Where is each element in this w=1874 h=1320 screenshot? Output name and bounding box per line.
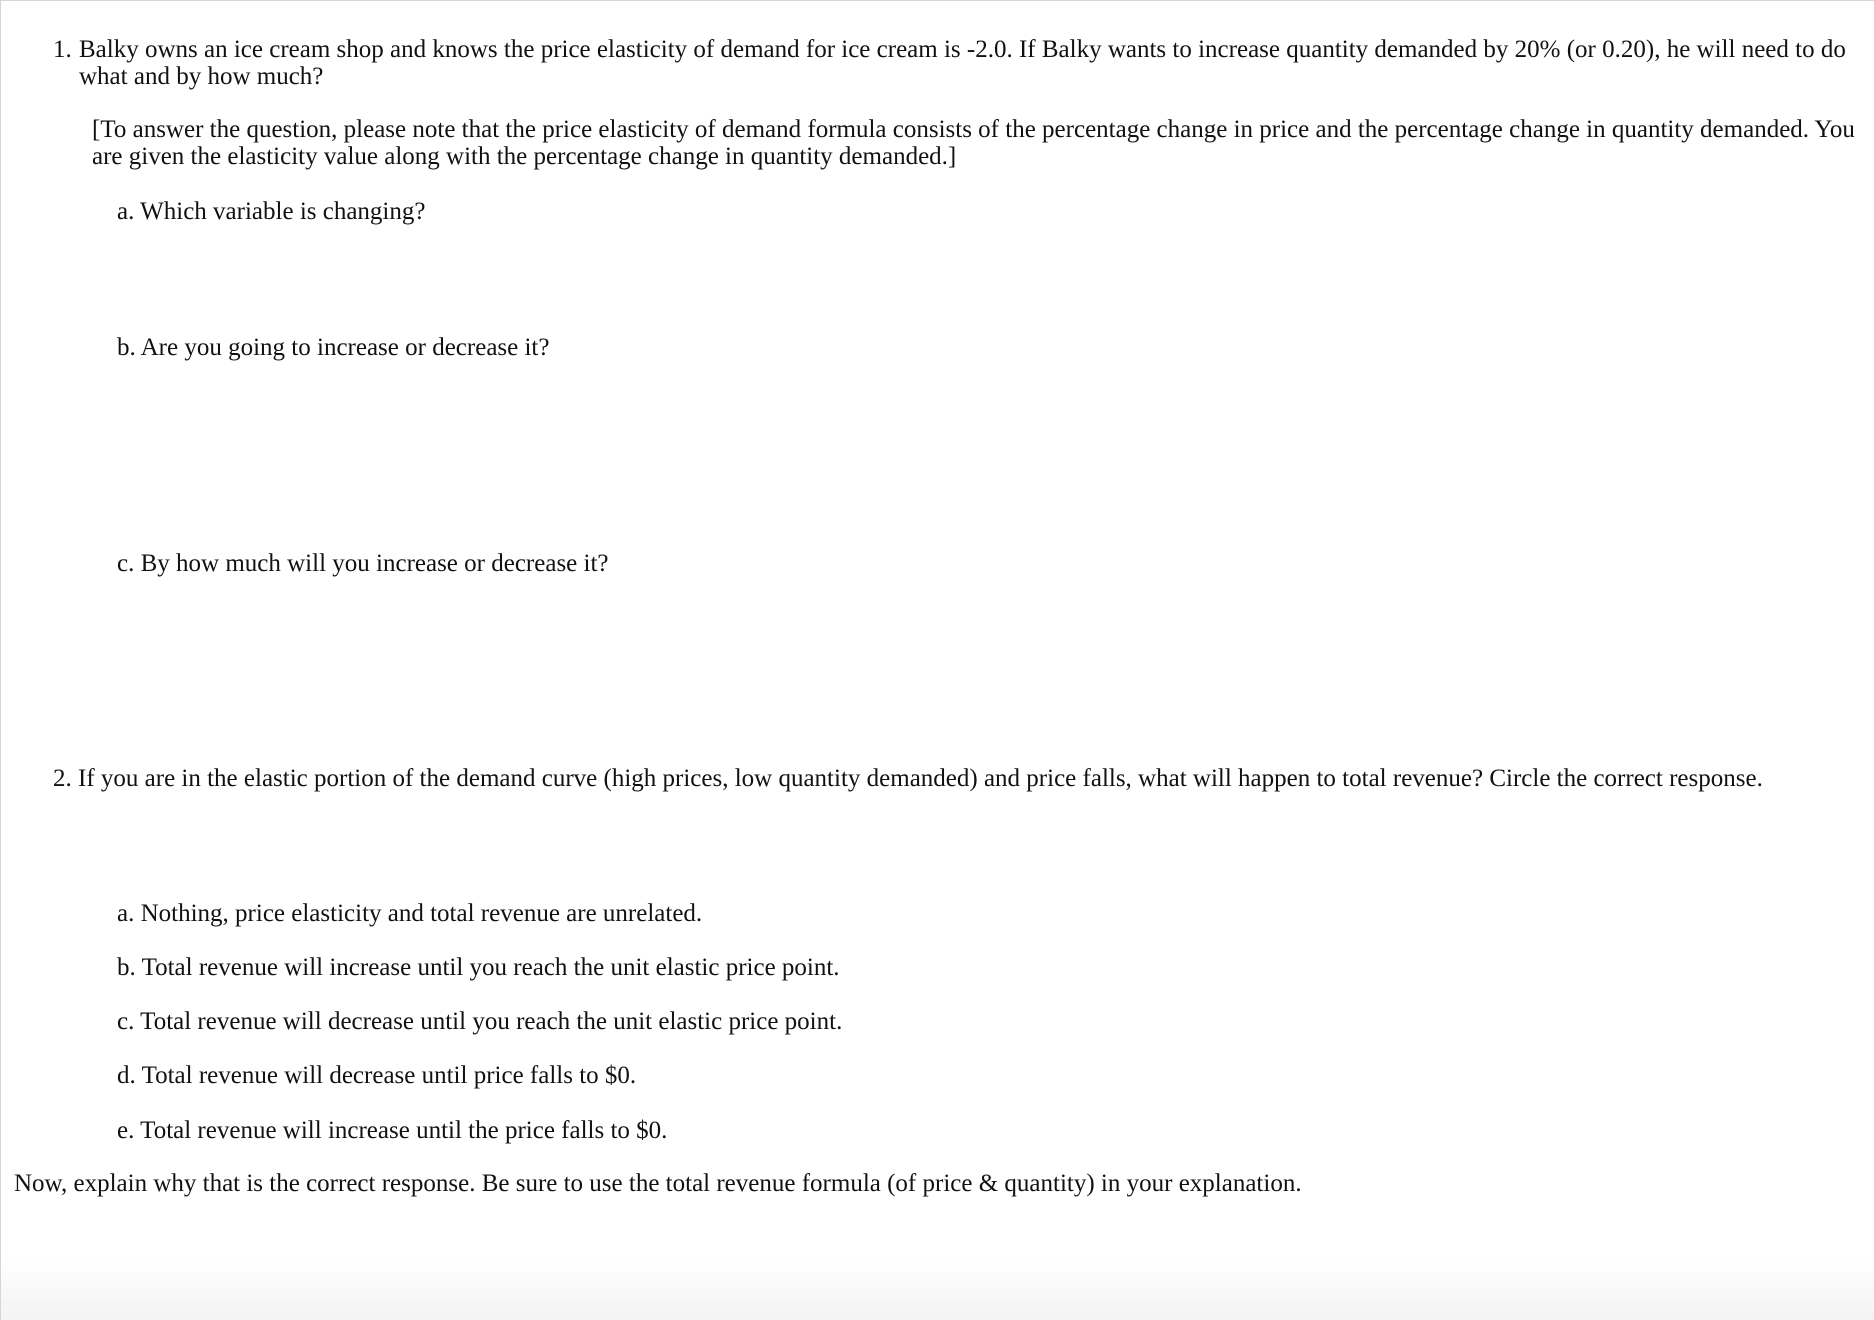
question-1-part-a (117, 198, 425, 225)
question-1-part-b (117, 334, 549, 361)
question-1 (53, 36, 1868, 90)
part-text: By how much will you increase or decrease it? (140, 550, 609, 577)
bottom-edge-shadow (1, 1260, 1874, 1320)
option-label: d. (117, 1062, 136, 1089)
option-label: b. (117, 954, 136, 981)
question-2 (53, 765, 1868, 792)
option-label: c. (117, 1008, 135, 1035)
part-label: b. (117, 334, 136, 361)
part-label: a. (117, 198, 135, 225)
question-1-number: 1. (53, 36, 72, 63)
part-text: Are you going to increase or decrease it? (140, 334, 550, 361)
option-text: Nothing, price elasticity and total revenue are unrelated. (140, 900, 703, 927)
option-text: Total revenue will increase until the price falls to $0. (140, 1117, 668, 1144)
part-text: Which variable is changing? (140, 198, 426, 225)
option-text: Total revenue will increase until you reach the unit elastic price point. (141, 954, 840, 981)
explanation-prompt: Now, explain why that is the correct response. Be sure to use the total revenue formula (of price & quantity) in your explanation. (14, 1170, 1302, 1197)
question-1-text: Balky owns an ice cream shop and knows the price elasticity of demand for ice cream is -2.0. If Balky wants to increase quantity demanded by 20% (or 0.20), he will need to do what and by how much? (79, 36, 1846, 90)
question-2-option-d (117, 1062, 636, 1089)
option-text: Total revenue will decrease until price falls to $0. (141, 1062, 637, 1089)
question-2-number: 2. (53, 765, 72, 792)
question-2-option-a (117, 900, 702, 927)
question-2-option-b (117, 954, 840, 981)
option-label: e. (117, 1117, 135, 1144)
question-1-part-c (117, 550, 609, 577)
question-2-option-e (117, 1117, 667, 1144)
question-2-text: If you are in the elastic portion of the demand curve (high prices, low quantity demanded) and price falls, what will happen to total revenue? Circle the correct response. (78, 765, 1763, 792)
option-label: a. (117, 900, 135, 927)
option-text: Total revenue will decrease until you reach the unit elastic price point. (140, 1008, 843, 1035)
part-label: c. (117, 550, 135, 577)
question-2-option-c (117, 1008, 842, 1035)
question-1-note: [To answer the question, please note that the price elasticity of demand formula consists of the percentage change in price and the percentage change in quantity demanded. You are given the elasticity value along with the percentage change in quantity demanded.] (92, 116, 1855, 170)
